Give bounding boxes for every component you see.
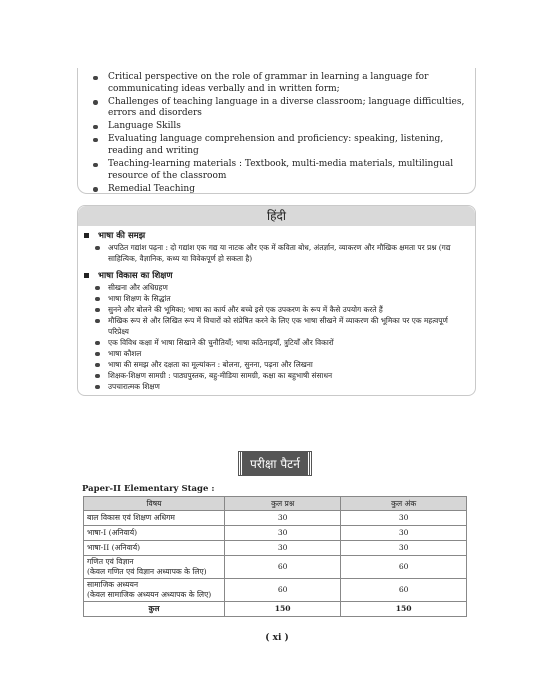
- table-row: [84, 541, 467, 556]
- cell-total-questions: 150: [225, 602, 341, 617]
- table-row: [84, 579, 467, 602]
- header-marks: कुल अंक: [341, 497, 467, 511]
- cell-subject: गणित एवं विज्ञान (केवल गणित एवं विज्ञान अध्यापक के लिए): [84, 556, 225, 579]
- list-item: Evaluating language comprehension and proficiency: speaking, listening, reading and writing: [90, 134, 471, 157]
- header-questions: कुल प्रश्न: [225, 497, 341, 511]
- exam-pattern-table: [83, 496, 467, 617]
- cell-questions: 30: [225, 526, 341, 541]
- section-heading-language-pedagogy: भाषा विकास का शिक्षण: [78, 270, 475, 282]
- page-number: ( xi ): [265, 633, 289, 643]
- list-item: शिक्षक-शिक्षण सामग्री : पाठ्यपुस्तक, बहु-मीडिया सामग्री, कक्षा का बहुभाषी संसाधन: [92, 370, 467, 381]
- cell-questions: 60: [225, 579, 341, 602]
- table-header-row: [84, 497, 467, 511]
- list-item: भाषा कौशल: [92, 348, 467, 359]
- cell-marks: 30: [341, 526, 467, 541]
- table-row: [84, 526, 467, 541]
- exam-pattern-title: परीक्षा पैटर्न: [239, 452, 311, 475]
- cell-questions: 30: [225, 511, 341, 526]
- cell-subject: सामाजिक अध्ययन (केवल सामाजिक अध्ययन अध्यापक के लिए): [84, 579, 225, 602]
- list-item: उपचारात्मक शिक्षण: [92, 381, 467, 392]
- list-item: भाषा की समझ और दक्षता का मूल्यांकन : बोलना, सुनना, पढ़ना और लिखना: [92, 359, 467, 370]
- paper-label: Paper-II Elementary Stage :: [82, 484, 215, 494]
- list-item: भाषा शिक्षण के सिद्धांत: [92, 293, 467, 304]
- section1-list: [78, 242, 475, 264]
- list-item: Language Skills: [90, 121, 471, 133]
- list-item: सुनने और बोलने की भूमिका; भाषा का कार्य और बच्चे इसे एक उपकरण के रूप में कैसे उपयोग करते हैं: [92, 304, 467, 315]
- cell-marks: 30: [341, 511, 467, 526]
- cell-marks: 30: [341, 541, 467, 556]
- table-total-row: [84, 602, 467, 617]
- cell-subject: भाषा-II (अनिवार्य): [84, 541, 225, 556]
- cell-questions: 30: [225, 541, 341, 556]
- hindi-syllabus-box: [77, 205, 476, 396]
- list-item: सीखना और अधिग्रहण: [92, 282, 467, 293]
- list-item: अपठित गद्यांश पढ़ना : दो गद्यांश एक गद्य या नाटक और एक में कविता बोध, अंतर्ज्ञान, व्याकरण और मौखिक क्षमता पर प्रश्न (गद्य साहित्यिक, वैज्ञानिक, कथ्य या विवेकपूर्ण हो सकता है): [92, 242, 467, 264]
- section-heading-language-comprehension: भाषा की समझ: [78, 230, 475, 242]
- header-subject: विषय: [84, 497, 225, 511]
- list-item: एक विविध कक्षा में भाषा सिखाने की चुनौतियाँ; भाषा कठिनाइयाँ, त्रुटियाँ और विकारों: [92, 337, 467, 348]
- cell-questions: 60: [225, 556, 341, 579]
- cell-marks: 60: [341, 579, 467, 602]
- hindi-section-title: हिंदी: [78, 206, 475, 226]
- english-syllabus-box: [77, 68, 476, 194]
- list-item: Challenges of teaching language in a diverse classroom; language difficulties, errors and disorders: [90, 97, 471, 120]
- list-item: Critical perspective on the role of grammar in learning a language for communicating ideas verbally and in written form;: [90, 72, 471, 95]
- cell-subject: बाल विकास एवं शिक्षण अधिगम: [84, 511, 225, 526]
- cell-subject: भाषा-I (अनिवार्य): [84, 526, 225, 541]
- english-syllabus-list: [78, 68, 475, 195]
- cell-marks: 60: [341, 556, 467, 579]
- list-item: Remedial Teaching: [90, 184, 471, 196]
- table-row: [84, 556, 467, 579]
- list-item: मौखिक रूप से और लिखित रूप में विचारों को संप्रेषित करने के लिए एक भाषा सीखने में व्याकरण की भूमिका पर एक महत्वपूर्ण परिप्रेक्ष्य: [92, 315, 467, 337]
- section2-list: [78, 282, 475, 392]
- table-row: [84, 511, 467, 526]
- list-item: Teaching-learning materials : Textbook, multi-media materials, multilingual resource of the classroom: [90, 159, 471, 182]
- exam-pattern-heading-wrap: [239, 452, 311, 475]
- cell-total-label: कुल: [84, 602, 225, 617]
- cell-total-marks: 150: [341, 602, 467, 617]
